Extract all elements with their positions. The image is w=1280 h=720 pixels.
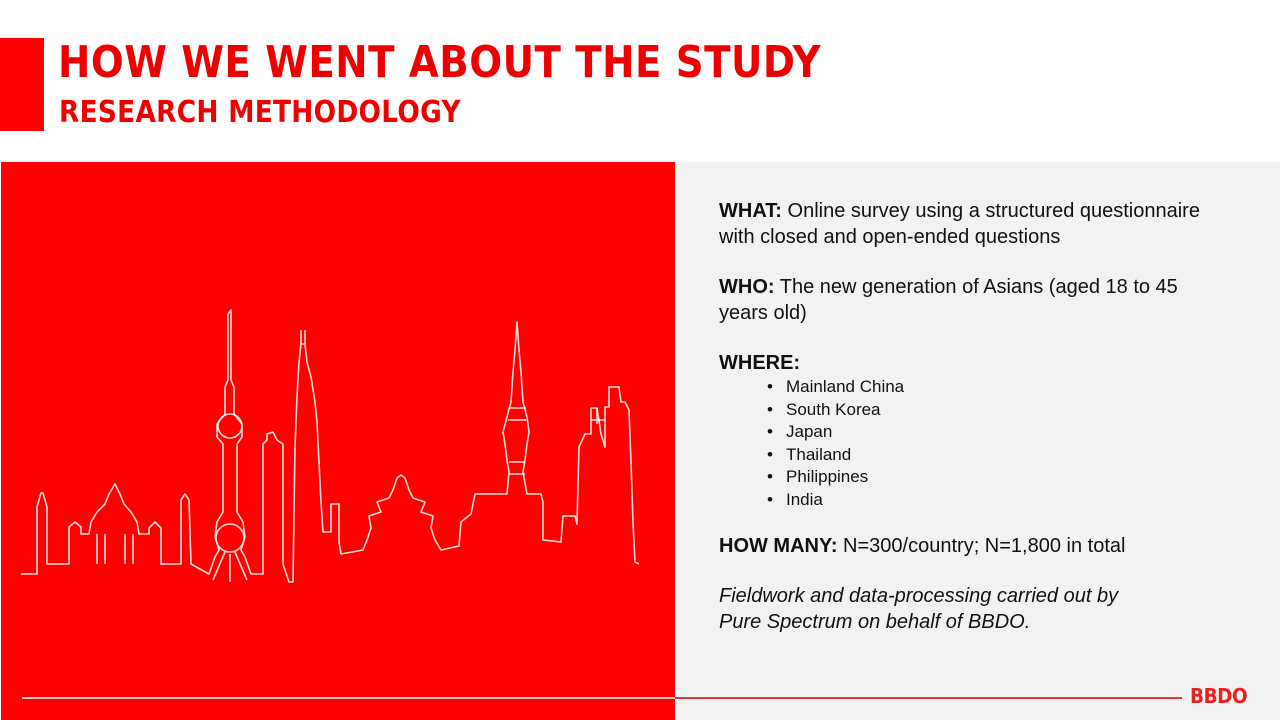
methodology-panel: [675, 162, 1280, 720]
list-item: • Thailand: [767, 444, 1219, 467]
how-many-text: N=300/country; N=1,800 in total: [837, 535, 1126, 557]
skyline-panel: [1, 162, 675, 720]
title-accent-bar: [0, 38, 44, 131]
what-text: Online survey using a structured questionnaire with closed and open-ended questions: [719, 200, 1200, 248]
list-item: • Japan: [767, 421, 1219, 444]
what-label: WHAT:: [719, 200, 782, 222]
methodology-content: [719, 198, 1219, 635]
how-many-paragraph: [719, 533, 1219, 559]
list-item: • India: [767, 489, 1219, 512]
what-paragraph: [719, 198, 1219, 250]
who-text: The new generation of Asians (aged 18 to 45 years old): [719, 276, 1178, 324]
how-many-label: HOW MANY:: [719, 535, 838, 557]
where-paragraph: [719, 350, 1219, 376]
fieldwork-note: [719, 583, 1219, 635]
country-list: [719, 376, 1219, 511]
page-subtitle: RESEARCH METHODOLOGY: [59, 95, 461, 130]
skyline-illustration-icon: [1, 162, 675, 720]
page-title: HOW WE WENT ABOUT THE STUDY: [58, 37, 822, 88]
list-item: • Philippines: [767, 466, 1219, 489]
footer-divider: [22, 697, 1182, 699]
fieldwork-note-line-2: Pure Spectrum on behalf of BBDO.: [719, 611, 1031, 633]
who-paragraph: [719, 274, 1219, 326]
where-label: WHERE:: [719, 352, 801, 374]
list-item: • South Korea: [767, 399, 1219, 422]
bbdo-logo: BBDO: [1190, 684, 1248, 708]
who-label: WHO:: [719, 276, 775, 298]
fieldwork-note-line-1: Fieldwork and data-processing carried out by: [719, 585, 1119, 607]
list-item: • Mainland China: [767, 376, 1219, 399]
